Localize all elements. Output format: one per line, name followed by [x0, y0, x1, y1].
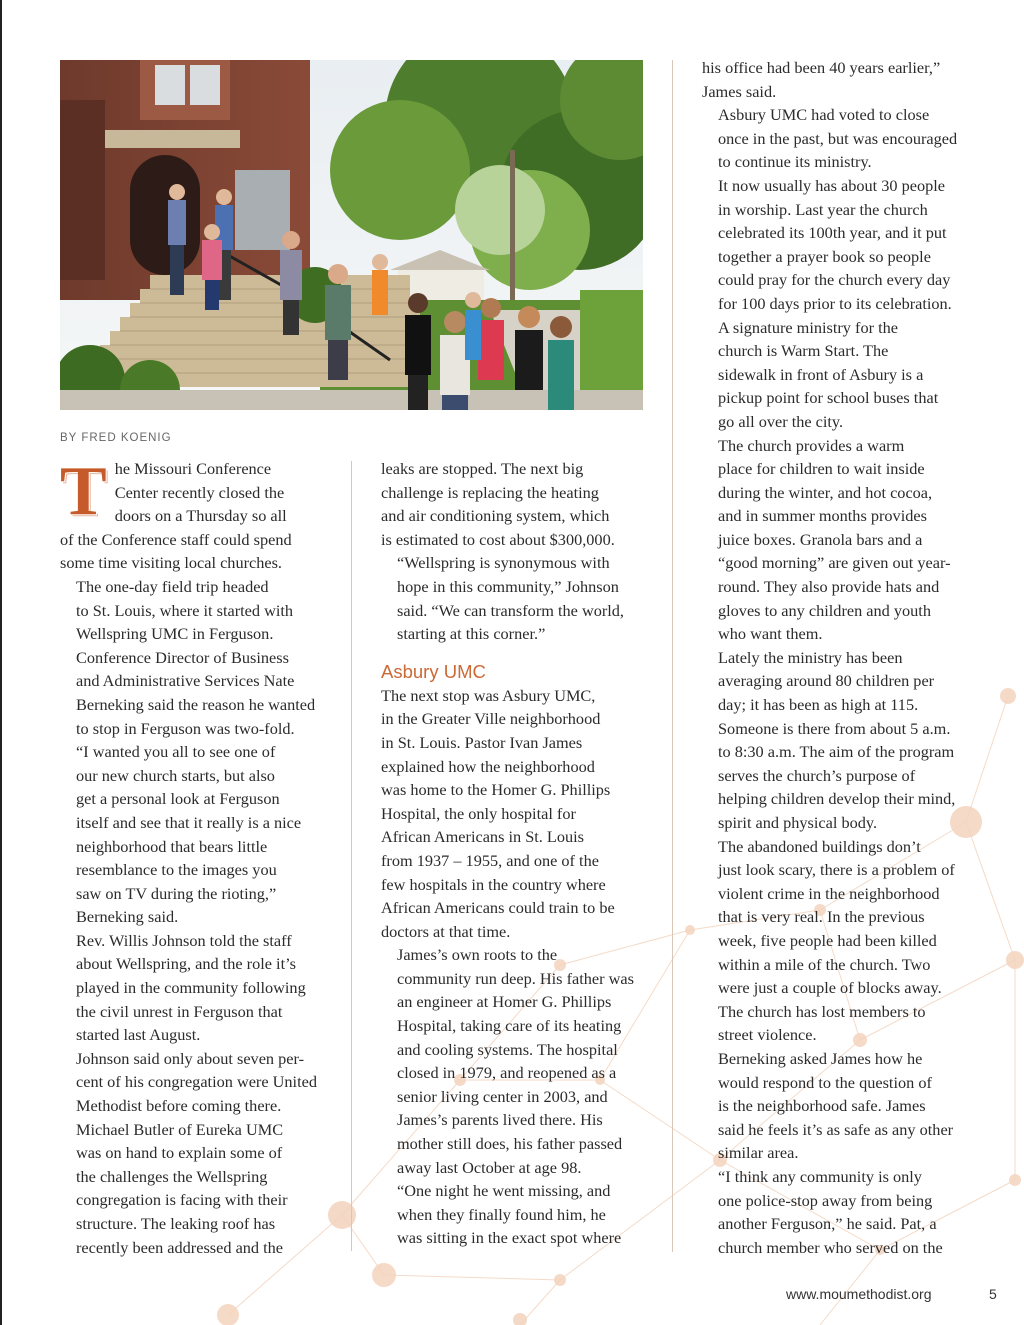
- text-line: in worship. Last year the church: [718, 199, 928, 219]
- body-paragraph: [60, 1118, 328, 1260]
- text-line: from 1937 – 1955, and one of the: [381, 850, 599, 870]
- text-line: sidewalk in front of Asbury is a: [718, 364, 924, 384]
- text-line: who want them.: [718, 624, 823, 644]
- text-line: serves the church’s purpose of: [718, 765, 916, 785]
- text-line: is estimated to cost about $300,000.: [381, 529, 615, 549]
- text-line: James said.: [702, 81, 777, 101]
- body-paragraph: [702, 434, 970, 646]
- text-line: helping children develop their mind,: [718, 789, 956, 809]
- text-line: doctors at that time.: [381, 921, 511, 941]
- text-line: Lately the ministry has been: [718, 647, 903, 667]
- text-line: place for children to wait inside: [718, 459, 925, 479]
- text-line: “I think any community is only: [718, 1166, 922, 1186]
- text-line: said he feels it’s as safe as any other: [718, 1119, 954, 1139]
- text-line: his office had been 40 years earlier,”: [702, 58, 941, 77]
- body-paragraph: [702, 646, 970, 835]
- body-paragraph: [702, 316, 970, 434]
- text-line: just look scary, there is a problem of: [718, 860, 955, 880]
- text-line: averaging around 80 children per: [718, 671, 935, 691]
- body-paragraph: [702, 1047, 970, 1165]
- text-line: recently been addressed and the: [76, 1237, 284, 1257]
- body-paragraph: [381, 684, 651, 944]
- body-paragraph: [381, 943, 651, 1179]
- body-paragraph: [381, 457, 651, 551]
- text-line: pickup point for school buses that: [718, 388, 939, 408]
- text-line: was home to the Homer G. Phillips: [381, 780, 611, 800]
- text-line: to continue its ministry.: [718, 152, 872, 172]
- body-paragraph: [60, 1047, 328, 1118]
- text-line: saw on TV during the rioting,”: [76, 883, 277, 903]
- text-line: violent crime in the neighborhood: [718, 883, 940, 903]
- text-line: together a prayer book so people: [718, 246, 931, 266]
- text-line: Asbury UMC had voted to close: [718, 105, 930, 125]
- text-line: of the Conference staff could spend: [60, 529, 292, 549]
- text-line: and Administrative Services Nate: [76, 671, 295, 691]
- text-line: in the Greater Ville neighborhood: [381, 709, 601, 729]
- text-line: once in the past, but was encouraged: [718, 128, 958, 148]
- text-line: celebrated its 100th year, and it put: [718, 223, 947, 243]
- text-line: It now usually has about 30 people: [718, 175, 945, 195]
- text-line: “One night he went missing, and: [397, 1181, 611, 1201]
- body-paragraph: [702, 56, 970, 103]
- photo-byline: BY FRED KOENIG: [60, 432, 172, 444]
- text-line: Michael Butler of Eureka UMC: [76, 1119, 284, 1139]
- text-line: to St. Louis, where it started with: [76, 600, 294, 620]
- text-line: starting at this corner.”: [397, 624, 546, 644]
- text-line: get a personal look at Ferguson: [76, 789, 280, 809]
- text-line: leaks are stopped. The next big: [381, 459, 584, 478]
- body-paragraph: [381, 1179, 651, 1250]
- article-column-1: [60, 453, 328, 1259]
- text-line: church member who served on the: [718, 1237, 943, 1257]
- text-line: would respond to the question of: [718, 1072, 932, 1092]
- text-line: The church provides a warm: [718, 435, 905, 455]
- body-paragraph: [702, 835, 970, 1047]
- text-line: similar area.: [718, 1143, 799, 1163]
- column-divider: [351, 461, 352, 1251]
- text-line: challenge is replacing the heating: [381, 482, 599, 502]
- text-line: within a mile of the church. Two: [718, 954, 931, 974]
- text-line: African Americans could train to be: [381, 898, 615, 918]
- text-line: Hospital, taking care of its heating: [397, 1016, 622, 1036]
- text-line: Center recently closed the: [114, 482, 285, 502]
- text-line: Berneking said.: [76, 907, 179, 927]
- text-line: the civil unrest in Ferguson that: [76, 1001, 283, 1021]
- text-line: for 100 days prior to its celebration.: [718, 293, 952, 313]
- text-line: were just a couple of blocks away.: [718, 978, 942, 998]
- text-line: was sitting in the exact spot where: [397, 1228, 622, 1248]
- text-line: was on hand to explain some of: [76, 1143, 283, 1163]
- text-line: Someone is there from about 5 a.m.: [718, 718, 951, 738]
- text-line: started last August.: [76, 1025, 201, 1045]
- text-line: our new church starts, but also: [76, 765, 275, 785]
- column-divider: [672, 60, 673, 1252]
- text-line: an engineer at Homer G. Phillips: [397, 992, 612, 1012]
- text-line: church is Warm Start. The: [718, 341, 889, 361]
- text-line: neighborhood that bears little: [76, 836, 268, 856]
- text-line: Conference Director of Business: [76, 647, 289, 667]
- text-line: when they finally found him, he: [397, 1204, 606, 1224]
- text-line: during the winter, and hot cocoa,: [718, 482, 933, 502]
- body-paragraph: [60, 575, 328, 646]
- body-paragraph: [702, 174, 970, 316]
- text-line: some time visiting local churches.: [60, 553, 283, 573]
- text-line: congregation is facing with their: [76, 1190, 288, 1210]
- text-line: and cooling systems. The hospital: [397, 1039, 618, 1059]
- text-line: Berneking asked James how he: [718, 1048, 923, 1068]
- text-line: The one-day field trip headed: [76, 576, 269, 596]
- text-line: community run deep. His father was: [397, 968, 634, 988]
- text-line: to 8:30 a.m. The aim of the program: [718, 742, 955, 762]
- footer-website: www.moumethodist.org: [786, 1286, 932, 1302]
- article-column-2: [381, 457, 651, 1250]
- text-line: “I wanted you all to see one of: [76, 742, 276, 762]
- text-line: few hospitals in the country where: [381, 874, 606, 894]
- section-heading-asbury: Asbury UMC: [381, 660, 486, 682]
- column-2-text-top: [381, 457, 651, 646]
- body-paragraph: [702, 1165, 970, 1259]
- text-line: spirit and physical body.: [718, 813, 878, 832]
- text-line: itself and see that it really is a nice: [76, 812, 302, 832]
- text-line: juice boxes. Granola bars and a: [718, 529, 923, 549]
- text-line: “good morning” are given out year-: [718, 553, 951, 573]
- text-line: go all over the city.: [718, 411, 844, 431]
- text-line: doors on a Thursday so all: [114, 506, 287, 526]
- text-line: explained how the neighborhood: [381, 756, 595, 776]
- text-line: Johnson said only about seven per-: [76, 1048, 305, 1068]
- text-line: hope in this community,” Johnson: [397, 576, 619, 596]
- text-line: closed in 1979, and reopened as a: [397, 1063, 617, 1083]
- text-line: and in summer months provides: [718, 506, 927, 526]
- text-line: in St. Louis. Pastor Ivan James: [381, 732, 583, 752]
- text-line: The church has lost members to: [718, 1001, 926, 1021]
- text-line: street violence.: [718, 1025, 817, 1045]
- text-line: Methodist before coming there.: [76, 1096, 282, 1116]
- text-line: James’s own roots to the: [397, 945, 558, 965]
- text-line: Hospital, the only hospital for: [381, 803, 576, 823]
- article-column-3: [702, 56, 970, 1259]
- text-line: day; it has been as high at 115.: [718, 695, 919, 715]
- body-paragraph: [60, 646, 328, 740]
- text-line: James’s parents lived there. His: [397, 1110, 603, 1130]
- text-line: A signature ministry for the: [718, 317, 898, 337]
- text-line: mother still does, his father passed: [397, 1134, 623, 1154]
- text-line: Rev. Willis Johnson told the staff: [76, 930, 292, 950]
- text-line: senior living center in 2003, and: [397, 1086, 608, 1106]
- text-line: could pray for the church every day: [718, 270, 951, 290]
- text-line: The next stop was Asbury UMC,: [381, 685, 596, 705]
- text-line: Wellspring UMC in Ferguson.: [76, 624, 274, 644]
- body-paragraph: [60, 929, 328, 1047]
- drop-cap: T: [60, 453, 107, 530]
- text-line: said. “We can transform the world,: [397, 600, 624, 620]
- text-line: is the neighborhood safe. James: [718, 1096, 926, 1116]
- text-line: “Wellspring is synonymous with: [397, 553, 610, 573]
- page-edge-rule: [0, 0, 2, 1325]
- text-line: that is very real. In the previous: [718, 907, 925, 927]
- text-line: gloves to any children and youth: [718, 600, 931, 620]
- text-line: round. They also provide hats and: [718, 577, 940, 597]
- text-line: week, five people had been killed: [718, 930, 937, 950]
- text-line: to stop in Ferguson was two-fold.: [76, 718, 295, 738]
- body-paragraph: [381, 551, 651, 645]
- text-line: resemblance to the images you: [76, 860, 277, 880]
- body-paragraph: [60, 740, 328, 929]
- text-line: one police-stop away from being: [718, 1190, 933, 1210]
- text-line: about Wellspring, and the role it’s: [76, 954, 296, 974]
- body-paragraph: [60, 453, 328, 575]
- text-line: Berneking said the reason he wanted: [76, 694, 316, 714]
- article-photo: [60, 60, 643, 410]
- text-line: played in the community following: [76, 978, 306, 998]
- text-line: and air conditioning system, which: [381, 506, 610, 526]
- text-line: he Missouri Conference: [114, 459, 272, 478]
- text-line: African Americans in St. Louis: [381, 827, 585, 847]
- column-2-text-bottom: [381, 684, 651, 1250]
- body-paragraph: [702, 103, 970, 174]
- text-line: The abandoned buildings don’t: [718, 836, 921, 856]
- page-number: 5: [989, 1286, 997, 1302]
- text-line: structure. The leaking roof has: [76, 1214, 276, 1233]
- text-line: away last October at age 98.: [397, 1157, 582, 1177]
- text-line: the challenges the Wellspring: [76, 1166, 268, 1186]
- text-line: another Ferguson,” he said. Pat, a: [718, 1214, 937, 1234]
- text-line: cent of his congregation were United: [76, 1072, 317, 1092]
